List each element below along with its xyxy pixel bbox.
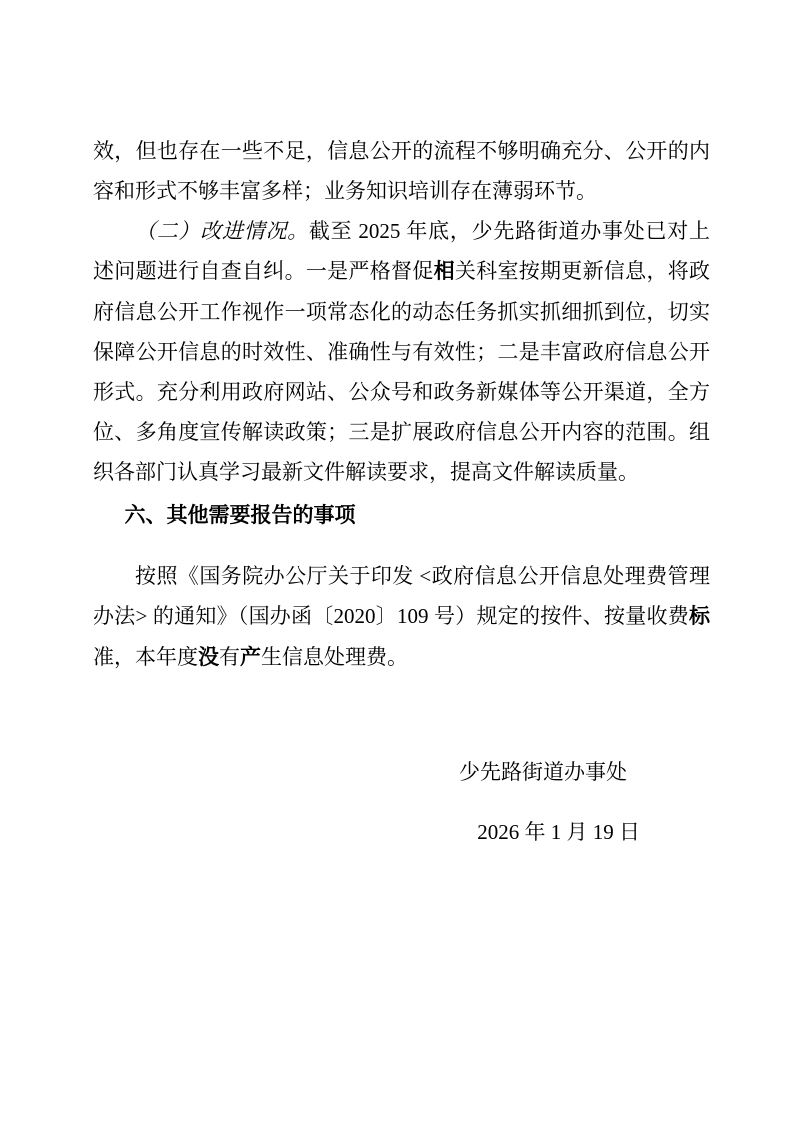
text-run: 关科室按期更新信息，将政府信息公开工作视作一项常态化的动态任务抓实抓细抓到位，切实保障公开信息的时效性、准确性与有效性；二是丰富政府信息公开形式。充分利用政府网站、公众号和政务新媒体等公开渠道，全方位、多角度宣传解读政策；三是扩展政府信息公开内容的范围。组织各部门认真学习最新文件解读要求，提高文件解读质量。 [93, 259, 711, 484]
paragraph [93, 131, 710, 211]
paragraph [93, 211, 710, 492]
text-run: 准，本年度 [93, 645, 198, 669]
text-run: 少先路街道办事处 [459, 760, 627, 784]
text-run: （二）改进情况。 [135, 219, 309, 243]
text-run: 2026 年 1 月 19 日 [477, 820, 640, 844]
paragraph [93, 556, 710, 678]
date-line [93, 812, 710, 852]
text-run: 产 [240, 646, 261, 669]
text-run: 效，但也存在一些不足，信息公开的流程不够明确充分、公开的内容和形式不够丰富多样；业务知识培训存在薄弱环节。 [93, 139, 710, 203]
text-run: 生信息处理费。 [261, 645, 408, 669]
text-run: 相 [433, 260, 455, 283]
text-run: 六、其他需要报告的事项 [124, 504, 356, 527]
document-body [93, 131, 710, 852]
signature-line [93, 752, 710, 792]
text-run: 标 [689, 605, 710, 628]
text-run: 截至 2025 年底，少先路街道办事处已对上述问题进行自查自纠。一是严格督促 [93, 219, 711, 283]
text-run: 没 [198, 646, 219, 669]
section-heading [93, 496, 710, 536]
text-run: 按照《国务院办公厅关于印发 <政府信息公开信息处理费管理办法> 的通知》（国办函〔2020〕109 号）规定的按件、按量收费 [93, 564, 710, 628]
text-run: 有 [219, 645, 240, 669]
